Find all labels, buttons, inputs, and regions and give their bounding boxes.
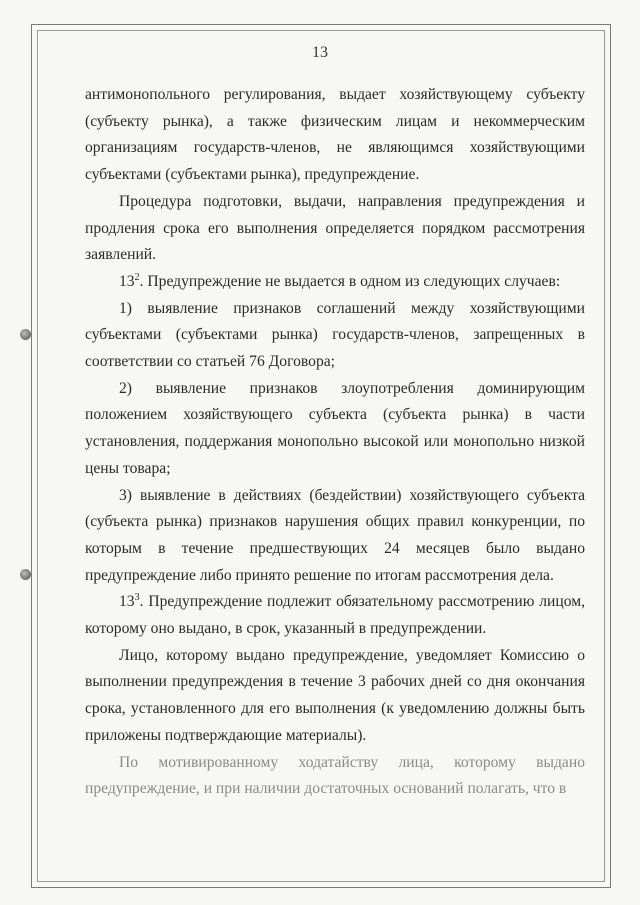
clause-text: . Предупреждение подлежит обязательному рассмотрению лицом, которому оно выдано, в срок, указанный в предупреждении. [85, 593, 585, 638]
clause-superscript: 3 [134, 592, 140, 604]
punch-hole-top [20, 329, 31, 340]
document-body [85, 82, 585, 803]
clause-text: . Предупреждение не выдается в одном из следующих случаев: [139, 272, 561, 290]
paragraph-continuation: антимонопольного регулирования, выдает хозяйствующему субъекту (субъекту рынка), а также физическим лицам и некоммерческим организациям государств-членов, не являющимся хозяйствующими субъектами (субъектами рынка), предупреждение. [85, 86, 585, 184]
punch-hole-bottom [20, 569, 31, 580]
clause-number: 13 [119, 272, 135, 290]
paragraph-13-2 [85, 269, 585, 296]
paragraph-petition: По мотивированному ходатайству лица, которому выдано предупреждение, и при наличии достаточных оснований полагать, что в [85, 753, 585, 798]
paragraph-notification: Лицо, которому выдано предупреждение, уведомляет Комиссию о выполнении предупреждения в течение 3 рабочих дней со дня окончания срока, установленного для его выполнения (к уведомлению должны быть приложены подтверждающие материалы). [85, 646, 585, 744]
clause-number: 13 [119, 593, 135, 611]
list-item-2: 2) выявление признаков злоупотребления доминирующим положением хозяйствующего субъекта (субъекта рынка) в части установления, поддержания монопольно высокой или монопольно низкой цены товара; [85, 379, 585, 477]
page-number: 13 [312, 44, 328, 61]
paragraph-procedure: Процедура подготовки, выдачи, направления предупреждения и продления срока его выполнения определяется порядком рассмотрения заявлений. [85, 192, 585, 264]
paragraph-13-3 [85, 589, 585, 642]
list-item-3: 3) выявление в действиях (бездействии) хозяйствующего субъекта (субъекта рынка) признаков нарушения общих правил конкуренции, по которым в течение предшествующих 24 месяцев было выдано предупреждение либо принято решение по итогам рассмотрения дела. [85, 486, 585, 584]
list-item-1: 1) выявление признаков соглашений между хозяйствующими субъектами (субъектами рынка) государств-членов, запрещенных в соответствии со статьей 76 Договора; [85, 299, 585, 371]
clause-superscript: 2 [134, 271, 140, 283]
